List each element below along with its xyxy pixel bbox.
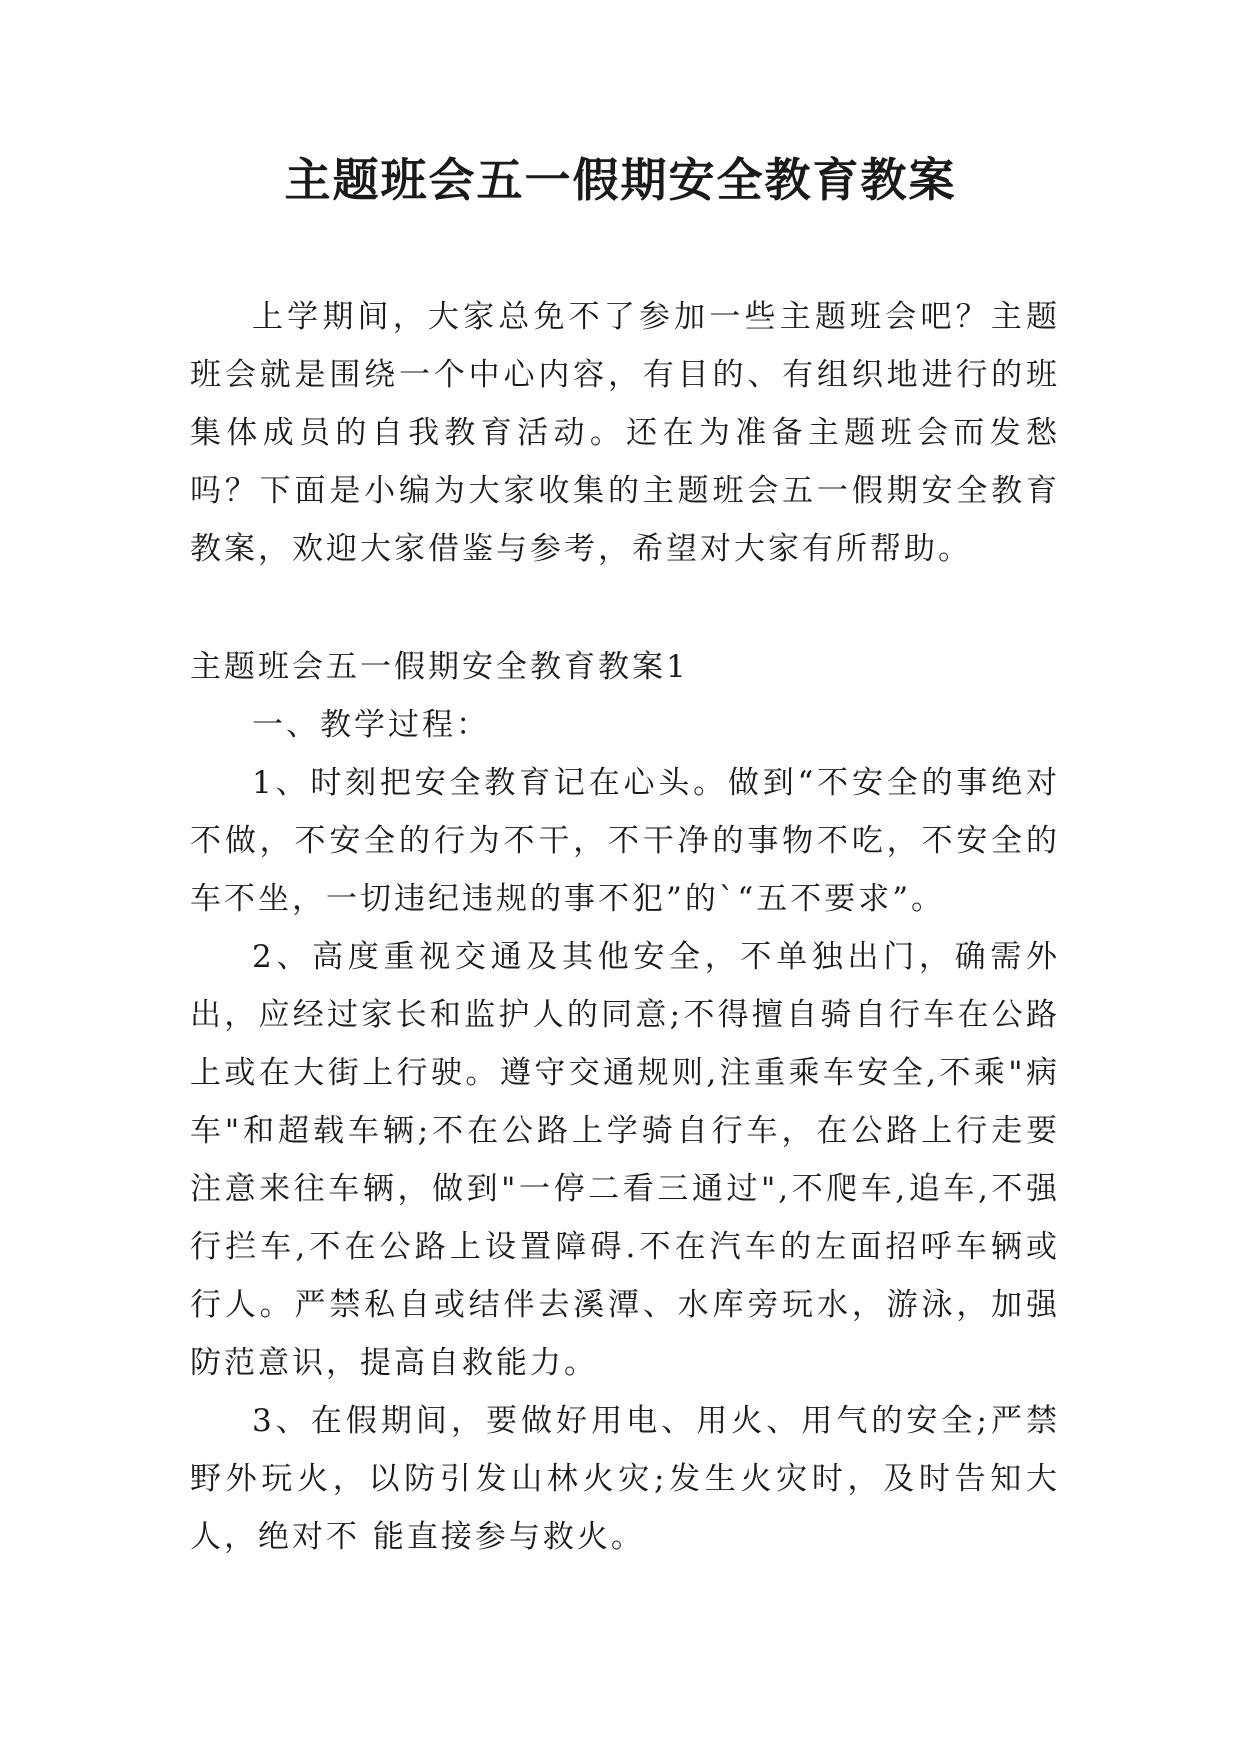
- step-heading: 一、教学过程：: [252, 707, 490, 743]
- document-title: 主题班会五一假期安全教育教案: [284, 153, 957, 207]
- lesson-section: [190, 638, 1060, 1566]
- intro-section: [190, 288, 1060, 578]
- intro-paragraph: 上学期间，大家总免不了参加一些主题班会吧？主题班会就是围绕一个中心内容，有目的、有组织地进行的班集体成员的自我教育活动。还在为准备主题班会而发愁吗？下面是小编为大家收集的主题班会五一假期安全教育教案，欢迎大家借鉴与参考，希望对大家有所帮助。: [190, 299, 1060, 567]
- section-heading: 主题班会五一假期安全教育教案1: [190, 649, 689, 685]
- paragraph-1: 1、时刻把安全教育记在心头。做到“不安全的事绝对不做，不安全的行为不干，不干净的事物不吃，不安全的车不坐，一切违纪违规的事不犯”的`“五不要求”。: [190, 765, 1060, 917]
- paragraph-3: 3、在假期间，要做好用电、用火、用气的安全;严禁野外玩火，以防引发山林火灾;发生火灾时，及时告知大人，绝对不 能直接参与救火。: [190, 1403, 1060, 1555]
- paragraph-2: 2、高度重视交通及其他安全，不单独出门，确需外出，应经过家长和监护人的同意;不得擅自骑自行车在公路上或在大街上行驶。遵守交通规则,注重乘车安全,不乘"病车"和超载车辆;不在公路上学骑自行车，在公路上行走要注意来往车辆，做到"一停二看三通过",不爬车,追车,不强行拦车,不在公路上设置障碍.不在汽车的左面招呼车辆或行人。严禁私自或结伴去溪潭、水库旁玩水，游泳，加强防范意识，提高自救能力。: [190, 939, 1060, 1381]
